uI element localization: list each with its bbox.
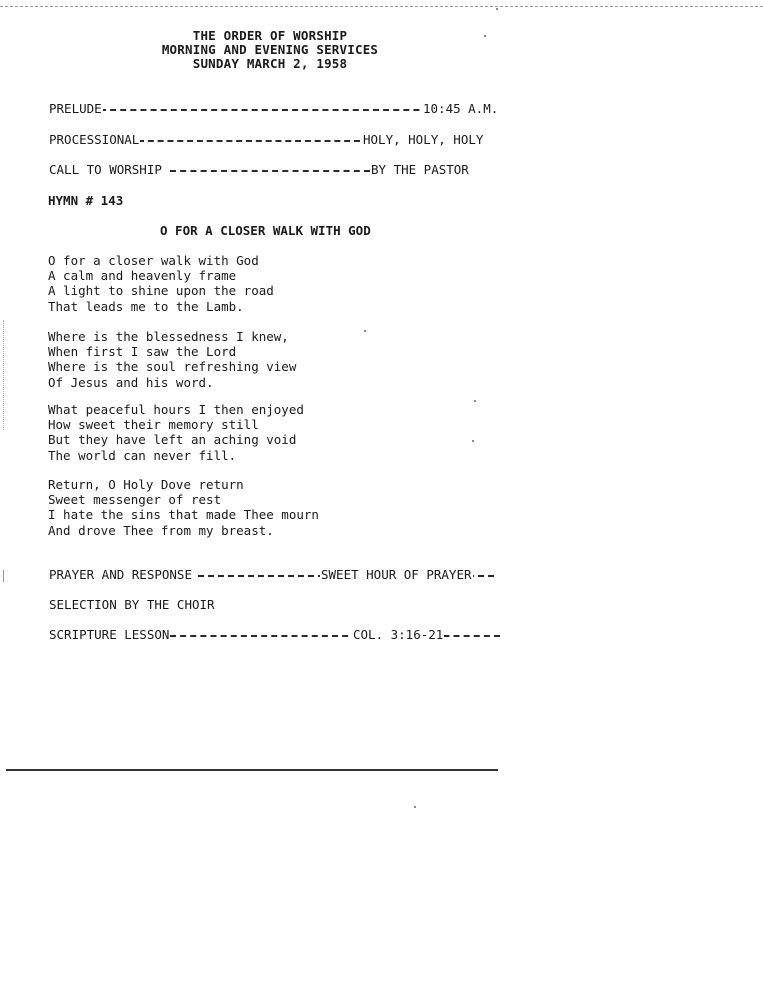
prelude-label: PRELUDE — [49, 101, 102, 116]
verse-2 — [48, 329, 296, 390]
verse-line: Where is the blessedness I knew, — [48, 329, 289, 344]
prayer-line — [48, 567, 498, 583]
scripture-reference: COL. 3:16-21 — [353, 627, 444, 642]
scripture-line — [48, 627, 503, 643]
scripture-label: SCRIPTURE LESSON — [49, 627, 170, 642]
call-to-worship-label: CALL TO WORSHIP — [49, 162, 162, 177]
verse-line: The world can never fill. — [48, 447, 237, 463]
prayer-label: PRAYER AND RESPONSE — [49, 567, 192, 582]
hymn-number: HYMN # 143 — [48, 193, 124, 208]
paper-speck — [496, 8, 498, 10]
verse-line: Sweet messenger of rest — [48, 492, 222, 508]
verse-line: A calm and heavenly frame — [48, 268, 237, 284]
verse-line: Where is the soul refreshing view — [48, 359, 297, 375]
bulletin-header — [120, 29, 420, 71]
top-dashed-border — [0, 6, 763, 7]
leader-dashes — [170, 170, 370, 172]
hymn-title: O FOR A CLOSER WALK WITH GOD — [160, 223, 371, 238]
prelude-line — [48, 101, 498, 117]
verse-line: And drove Thee from my breast. — [48, 522, 274, 538]
prelude-time: 10:45 A.M. — [423, 101, 499, 116]
leader-dashes — [138, 140, 360, 142]
verse-line: When first I saw the Lord — [48, 344, 237, 360]
header-date: SUNDAY MARCH 2, 1958 — [192, 56, 348, 71]
margin-mark — [3, 320, 5, 430]
paper-speck — [474, 400, 476, 402]
header-title: THE ORDER OF WORSHIP — [192, 28, 348, 43]
header-subtitle: MORNING AND EVENING SERVICES — [161, 42, 379, 57]
choir-selection: SELECTION BY THE CHOIR — [49, 597, 215, 612]
processional-hymn: HOLY, HOLY, HOLY — [363, 132, 484, 147]
bottom-rule — [6, 769, 498, 771]
leader-dashes — [170, 635, 500, 637]
verse-1 — [48, 253, 274, 314]
verse-line: What peaceful hours I then enjoyed — [48, 402, 304, 417]
verse-4 — [48, 477, 319, 538]
call-to-worship-line — [48, 162, 478, 178]
verse-line: A light to shine upon the road — [48, 283, 274, 299]
processional-label: PROCESSIONAL — [49, 132, 140, 147]
verse-line: Of Jesus and his word. — [48, 374, 214, 390]
choir-line — [48, 597, 348, 613]
verse-line: I hate the sins that made Thee mourn — [48, 507, 319, 523]
paper-speck — [414, 806, 416, 808]
verse-line: O for a closer walk with God — [48, 253, 259, 268]
verse-line: How sweet their memory still — [48, 417, 259, 433]
paper-speck — [472, 440, 474, 442]
call-to-worship-leader: BY THE PASTOR — [371, 162, 469, 177]
verse-3 — [48, 402, 304, 463]
paper-speck — [364, 330, 366, 332]
processional-line — [48, 132, 488, 148]
margin-mark — [3, 570, 4, 582]
verse-line: That leads me to the Lamb. — [48, 298, 244, 314]
paper-speck — [484, 35, 486, 37]
verse-line: But they have left an aching void — [48, 432, 297, 448]
leader-dashes — [100, 109, 470, 111]
verse-line: Return, O Holy Dove return — [48, 477, 244, 492]
prayer-hymn: SWEET HOUR OF PRAYER — [321, 567, 472, 582]
